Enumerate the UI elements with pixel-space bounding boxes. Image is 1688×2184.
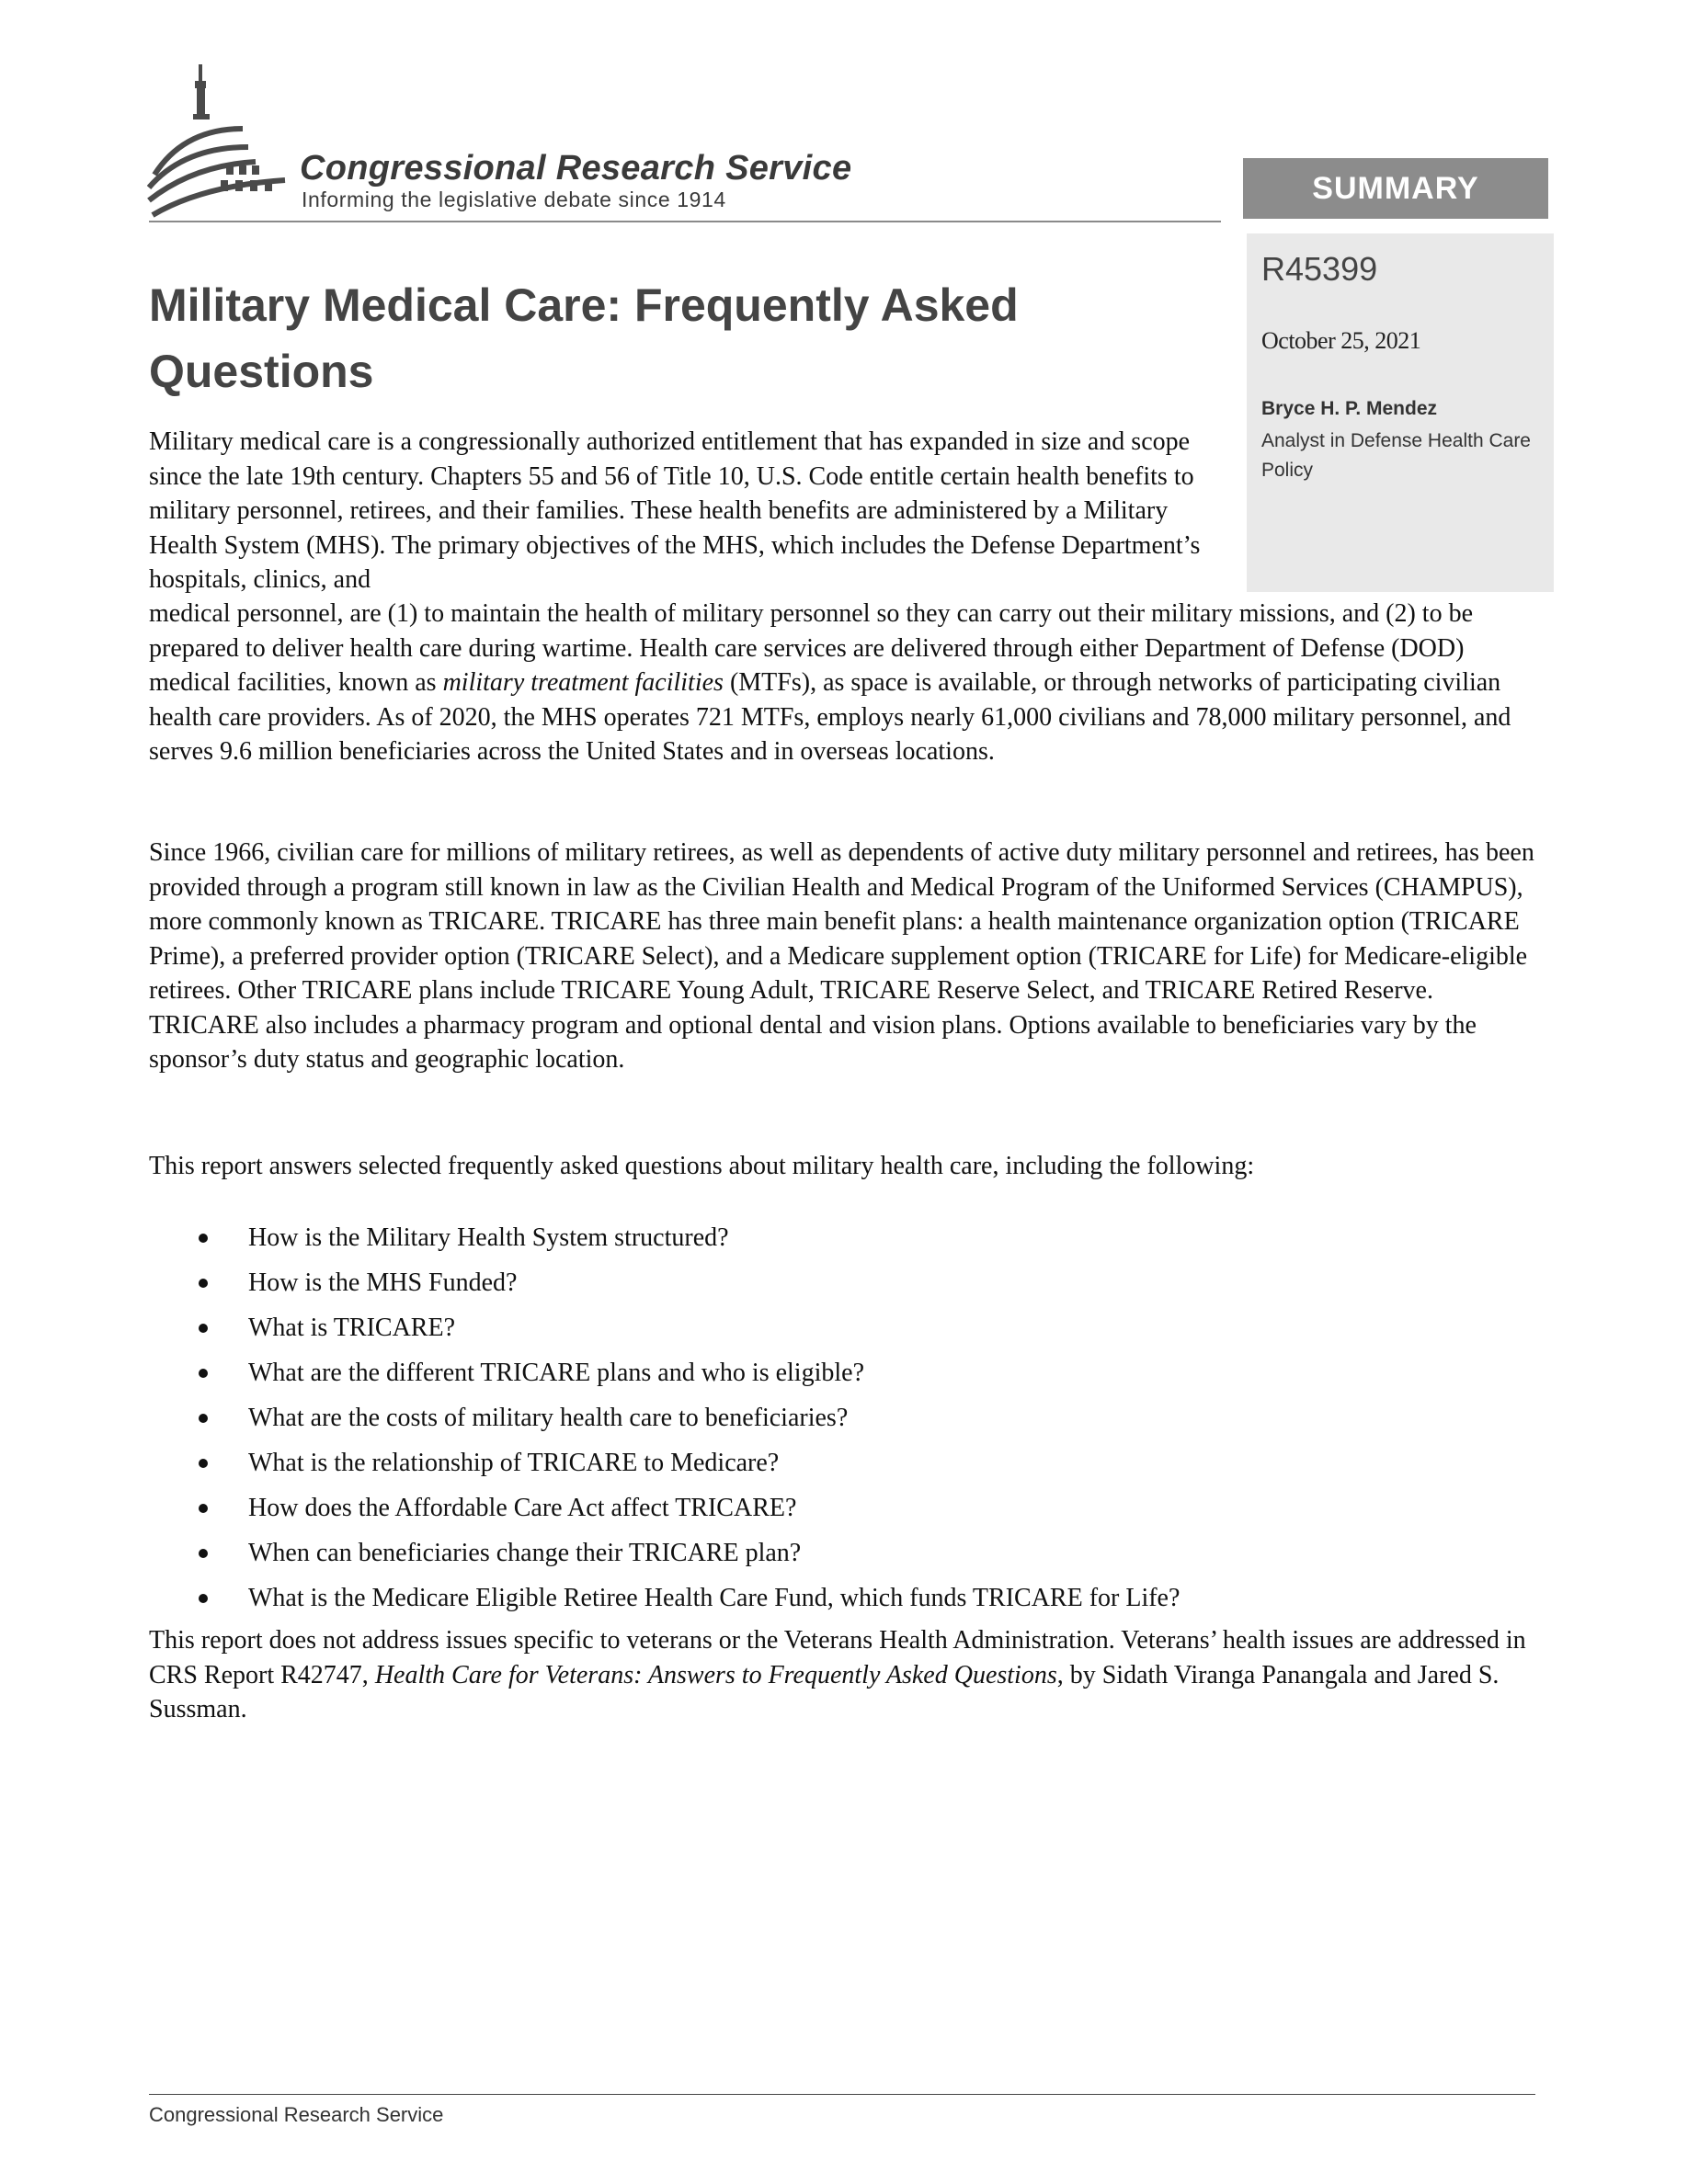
author-title: Analyst in Defense Health Care Policy bbox=[1261, 430, 1531, 481]
list-item: How does the Affordable Care Act affect TRICARE? bbox=[149, 1485, 1546, 1530]
bullet-icon bbox=[199, 1234, 208, 1243]
bullet-icon bbox=[199, 1549, 208, 1558]
footer-text: Congressional Research Service bbox=[149, 2103, 444, 2126]
veterans-note-paragraph: This report does not address issues specific to veterans or the Veterans Health Administration. Veterans’ health issues are addressed in CRS Report R42747, Health Care for Veterans: Answers to Frequently Asked Questions, by Sidath Viranga Panangala and Jared S. Sussman. bbox=[149, 1626, 1526, 1723]
document-title: Military Medical Care: Frequently Asked Questions bbox=[149, 279, 1019, 397]
org-name: Congressional Research Service bbox=[300, 149, 852, 188]
list-item: What is TRICARE? bbox=[149, 1305, 1546, 1350]
faq-list bbox=[149, 1215, 1546, 1621]
list-item: When can beneficiaries change their TRICARE plan? bbox=[149, 1530, 1546, 1575]
list-item: What is the relationship of TRICARE to Medicare? bbox=[149, 1440, 1546, 1485]
mtf-term: military treatment facilities bbox=[442, 668, 724, 697]
bullet-icon bbox=[199, 1279, 208, 1288]
bullet-icon bbox=[199, 1504, 208, 1513]
summary-label: SUMMARY bbox=[1243, 158, 1548, 219]
bullet-icon bbox=[199, 1324, 208, 1333]
intro-paragraph-part2: medical personnel, are (1) to maintain the health of military personnel so they can carry out their military missions, and (2) to be prepared to deliver health care during wartime. Health care services are delivered through either Department of Defense (DOD) medical facilities, known as military treatment facilities (MTFs), as space is available, or through networks of participating civilian health care providers. As of 2020, the MHS operates 721 MTFs, employs nearly 61,000 civilians and 78,000 military personnel, and serves 9.6 million beneficiaries across the United States and in overseas locations. bbox=[149, 599, 1511, 766]
bullet-icon bbox=[199, 1414, 208, 1423]
header-divider bbox=[149, 221, 1221, 222]
bullet-icon bbox=[199, 1594, 208, 1603]
report-date: October 25, 2021 bbox=[1261, 327, 1421, 354]
footer-divider bbox=[149, 2094, 1535, 2095]
faq-intro-paragraph: This report answers selected frequently asked questions about military health care, including the following: bbox=[149, 1152, 1255, 1180]
bullet-icon bbox=[199, 1369, 208, 1378]
referenced-report-title: Health Care for Veterans: Answers to Frequently Asked Questions bbox=[374, 1660, 1057, 1689]
list-item: How is the Military Health System structured? bbox=[149, 1215, 1546, 1260]
tricare-paragraph: Since 1966, civilian care for millions of military retirees, as well as dependents of active duty military personnel and retirees, has been provided through a program still known in law as the Civilian Health and Medical Program of the Uniformed Services (CHAMPUS), more commonly known as TRICARE. TRICARE has three main benefit plans: a health maintenance organization option (TRICARE Prime), a preferred provider option (TRICARE Select), and a Medicare supplement option (TRICARE for Life) for Medicare-eligible retirees. Other TRICARE plans include TRICARE Young Adult, TRICARE Reserve Select, and TRICARE Retired Reserve. TRICARE also includes a pharmacy program and optional dental and vision plans. Options available to beneficiaries vary by the sponsor’s duty status and geographic location. bbox=[149, 838, 1534, 1074]
author-name: Bryce H. P. Mendez bbox=[1261, 398, 1438, 419]
org-tagline: Informing the legislative debate since 1914 bbox=[302, 188, 726, 211]
list-item: How is the MHS Funded? bbox=[149, 1260, 1546, 1305]
list-item: What is the Medicare Eligible Retiree Health Care Fund, which funds TRICARE for Life? bbox=[149, 1575, 1546, 1621]
bullet-icon bbox=[199, 1459, 208, 1468]
list-item: What are the costs of military health care to beneficiaries? bbox=[149, 1395, 1546, 1440]
list-item: What are the different TRICARE plans and who is eligible? bbox=[149, 1350, 1546, 1395]
report-number: R45399 bbox=[1261, 250, 1378, 288]
intro-paragraph-part1: Military medical care is a congressionally authorized entitlement that has expanded in size and scope since the late 19th century. Chapters 55 and 56 of Title 10, U.S. Code entitle certain health benefits to military personnel, retirees, and their families. These health benefits are administered by a Military Health System (MHS). The primary objectives of the MHS, which includes the Defense Department’s hospitals, clinics, and bbox=[149, 427, 1201, 594]
